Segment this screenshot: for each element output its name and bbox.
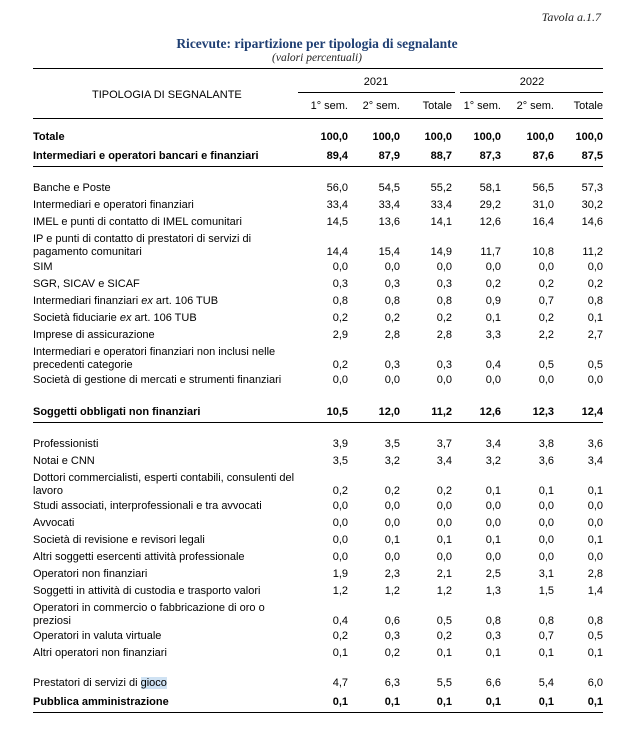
- spacer-row: [33, 423, 603, 437]
- value-cell: 0,0: [384, 500, 400, 512]
- row-label: [33, 293, 298, 310]
- value-cell: 2,5: [485, 568, 501, 580]
- value-cell: 0,1: [332, 647, 348, 659]
- value-cell: 0,3: [436, 278, 452, 290]
- value-cell: 1,5: [538, 585, 554, 597]
- value-cell: 0,0: [436, 517, 452, 529]
- value-cell: 11,7: [480, 246, 501, 258]
- value-cell: 55,2: [430, 182, 452, 194]
- table-number: Tavola a.1.7: [541, 10, 601, 24]
- row-label: Società di revisione e revisori legali: [33, 534, 205, 546]
- table-row: [33, 327, 603, 344]
- value-cell: 1,9: [332, 568, 348, 580]
- value-cell: 0,7: [538, 295, 554, 307]
- year-2021-rule: [298, 92, 455, 93]
- value-cell: 3,8: [538, 438, 554, 450]
- value-cell: 0,2: [538, 312, 554, 324]
- row-label: SGR, SICAV e SICAF: [33, 278, 140, 290]
- table-row: [33, 645, 603, 662]
- row-label: Altri soggetti esercenti attività professionale: [33, 551, 245, 563]
- value-cell: 87,5: [554, 146, 603, 167]
- value-cell: 89,4: [298, 146, 348, 167]
- value-cell: 0,3: [384, 359, 400, 371]
- value-cell: 3,4: [436, 455, 452, 467]
- value-cell: 14,6: [581, 216, 603, 228]
- row-label: [33, 310, 298, 327]
- value-cell: 6,0: [587, 677, 603, 689]
- value-cell: 10,5: [298, 402, 348, 423]
- value-cell: 0,1: [436, 647, 452, 659]
- value-cell: 57,3: [581, 182, 603, 194]
- value-cell: 13,6: [378, 216, 400, 228]
- value-cell: 0,0: [436, 261, 452, 273]
- row-label: Studi associati, interprofessionali e tra avvocati: [33, 500, 262, 512]
- spacer-row: [33, 662, 603, 675]
- value-cell: 100,0: [575, 130, 603, 143]
- table-row: [33, 566, 603, 583]
- value-cell: 2,7: [587, 329, 603, 341]
- value-cell: 0,1: [348, 692, 400, 713]
- spacer-row: [33, 389, 603, 402]
- value-cell: 12,3: [501, 402, 554, 423]
- label-part: art. 106 TUB: [131, 312, 197, 324]
- value-cell: 0,2: [485, 278, 501, 290]
- value-cell: 12,4: [554, 402, 603, 423]
- value-cell: 33,4: [378, 199, 400, 211]
- value-cell: 0,0: [384, 261, 400, 273]
- value-cell: 0,0: [332, 534, 348, 546]
- value-cell: 10,8: [532, 246, 554, 258]
- table-subtitle: (valori percentuali): [272, 52, 362, 64]
- value-cell: 0,1: [384, 534, 400, 546]
- value-cell: 0,0: [332, 517, 348, 529]
- value-cell: 0,4: [485, 359, 501, 371]
- value-cell: 0,1: [538, 647, 554, 659]
- value-cell: 0,5: [587, 359, 603, 371]
- row-header-label: TIPOLOGIA DI SEGNALANTE: [92, 89, 242, 101]
- value-cell: 2,3: [384, 568, 400, 580]
- row-label: Pubblica amministrazione: [33, 692, 298, 713]
- value-cell: 2,9: [332, 329, 348, 341]
- value-cell: 0,5: [587, 630, 603, 642]
- table-body: [33, 128, 603, 713]
- value-cell: 0,0: [485, 517, 501, 529]
- value-cell: 0,2: [332, 359, 348, 371]
- header-top-rule: [33, 68, 603, 69]
- value-cell: 0,1: [485, 534, 501, 546]
- value-cell: 0,2: [332, 312, 348, 324]
- table-row: [33, 498, 603, 515]
- value-cell: 87,3: [452, 146, 501, 167]
- value-cell: 0,8: [538, 615, 554, 627]
- section-row: [33, 692, 603, 713]
- value-cell: 0,1: [554, 692, 603, 713]
- value-cell: 2,2: [538, 329, 554, 341]
- value-cell: 0,0: [485, 551, 501, 563]
- table-row: [33, 532, 603, 549]
- value-cell: 16,4: [532, 216, 554, 228]
- row-label: Operatori non finanziari: [33, 568, 148, 580]
- value-cell: 0,2: [332, 630, 348, 642]
- value-cell: 33,4: [430, 199, 452, 211]
- row-label: IMEL e punti di contatto di IMEL comunitari: [33, 216, 242, 228]
- value-cell: 0,8: [436, 295, 452, 307]
- value-cell: 54,5: [378, 182, 400, 194]
- row-label: Altri operatori non finanziari: [33, 647, 167, 659]
- row-label: Intermediari e operatori finanziari non inclusi nelle precedenti categorie: [33, 346, 276, 371]
- value-cell: 0,2: [436, 312, 452, 324]
- label-part: gioco: [140, 677, 167, 689]
- value-cell: 15,4: [378, 246, 400, 258]
- value-cell: 0,0: [332, 261, 348, 273]
- value-cell: 12,6: [479, 216, 501, 228]
- row-label: SIM: [33, 261, 53, 273]
- value-cell: 0,3: [384, 278, 400, 290]
- value-cell: 56,5: [532, 182, 554, 194]
- label-part: Intermediari finanziari: [33, 295, 142, 307]
- label-part: Prestatori di servizi di: [33, 677, 141, 689]
- row-label: Banche e Poste: [33, 182, 111, 194]
- value-cell: 3,2: [384, 455, 400, 467]
- value-cell: 0,3: [485, 630, 501, 642]
- label-part: Società fiduciarie: [33, 312, 120, 324]
- table-row: [33, 600, 603, 628]
- value-cell: 1,2: [384, 585, 400, 597]
- value-cell: 0,0: [384, 517, 400, 529]
- table-title: Ricevute: ripartizione per tipologia di segnalante: [176, 36, 458, 51]
- table-row: [33, 197, 603, 214]
- value-cell: 3,5: [332, 455, 348, 467]
- value-cell: 87,9: [348, 146, 400, 167]
- row-label: Professionisti: [33, 438, 99, 450]
- value-cell: 3,3: [485, 329, 501, 341]
- value-cell: 0,8: [587, 615, 603, 627]
- spacer-row: [33, 167, 603, 181]
- value-cell: 30,2: [581, 199, 603, 211]
- value-cell: 2,8: [384, 329, 400, 341]
- value-cell: 100,0: [526, 130, 554, 143]
- value-cell: 0,1: [298, 692, 348, 713]
- row-label: Intermediari e operatori finanziari: [33, 199, 194, 211]
- data-table: [33, 128, 603, 713]
- value-cell: 0,1: [501, 692, 554, 713]
- value-cell: 0,0: [538, 261, 554, 273]
- table-row: [33, 259, 603, 276]
- value-cell: 6,6: [485, 677, 501, 689]
- col-header-2022-tot: Totale: [573, 100, 603, 112]
- table-bottom-rule: [33, 712, 603, 713]
- value-cell: 0,1: [587, 312, 603, 324]
- value-cell: 0,1: [587, 647, 603, 659]
- value-cell: 0,5: [436, 615, 452, 627]
- value-cell: 0,0: [384, 374, 400, 386]
- value-cell: 4,7: [332, 677, 348, 689]
- row-label: Dottori commercialisti, esperti contabili, consulenti del lavoro: [33, 472, 295, 497]
- col-header-2022-s2: 2° sem.: [516, 100, 554, 112]
- value-cell: 0,0: [538, 551, 554, 563]
- value-cell: 0,8: [332, 295, 348, 307]
- value-cell: 33,4: [326, 199, 348, 211]
- value-cell: 3,2: [485, 455, 501, 467]
- year-2022-rule: [460, 92, 603, 93]
- row-label: Avvocati: [33, 517, 75, 529]
- value-cell: 0,1: [485, 647, 501, 659]
- table-row: [33, 344, 603, 372]
- table-row: [33, 628, 603, 645]
- table-row: [33, 276, 603, 293]
- value-cell: 1,2: [436, 585, 452, 597]
- table-row: [33, 583, 603, 600]
- value-cell: 87,6: [501, 146, 554, 167]
- value-cell: 12,6: [452, 402, 501, 423]
- value-cell: 0,1: [538, 485, 554, 497]
- value-cell: 0,0: [538, 534, 554, 546]
- value-cell: 0,2: [332, 485, 348, 497]
- value-cell: 14,9: [430, 246, 452, 258]
- value-cell: 0,0: [587, 374, 603, 386]
- value-cell: 0,0: [587, 261, 603, 273]
- value-cell: 14,4: [326, 246, 348, 258]
- value-cell: 3,6: [538, 455, 554, 467]
- row-label: Intermediari e operatori bancari e finanziari: [33, 146, 298, 167]
- table-row: [33, 549, 603, 566]
- value-cell: 0,2: [384, 485, 400, 497]
- section-row: [33, 146, 603, 167]
- table-row: [33, 310, 603, 327]
- row-label: Imprese di assicurazione: [33, 329, 155, 341]
- label-part: art. 106 TUB: [152, 295, 219, 307]
- value-cell: 100,0: [424, 130, 452, 143]
- value-cell: 11,2: [400, 402, 452, 423]
- value-cell: 0,2: [587, 278, 603, 290]
- value-cell: 0,8: [384, 295, 400, 307]
- table-row: [33, 675, 603, 692]
- value-cell: 58,1: [479, 182, 501, 194]
- value-cell: 0,0: [485, 374, 501, 386]
- value-cell: 31,0: [532, 199, 554, 211]
- value-cell: 14,1: [430, 216, 452, 228]
- value-cell: 12,0: [348, 402, 400, 423]
- total-row: [33, 128, 603, 146]
- value-cell: 11,2: [582, 246, 603, 258]
- value-cell: 0,1: [485, 485, 501, 497]
- col-header-2021-s2: 2° sem.: [362, 100, 400, 112]
- value-cell: 0,0: [538, 517, 554, 529]
- value-cell: 56,0: [326, 182, 348, 194]
- value-cell: 0,0: [332, 500, 348, 512]
- value-cell: 0,8: [485, 615, 501, 627]
- value-cell: 100,0: [372, 130, 400, 143]
- value-cell: 1,3: [485, 585, 501, 597]
- table-row: [33, 231, 603, 259]
- value-cell: 0,8: [587, 295, 603, 307]
- value-cell: 3,4: [587, 455, 603, 467]
- value-cell: 3,1: [538, 568, 554, 580]
- table-row: [33, 436, 603, 453]
- table-row: [33, 180, 603, 197]
- value-cell: 0,2: [384, 312, 400, 324]
- value-cell: 5,4: [538, 677, 554, 689]
- row-label: [33, 675, 298, 692]
- value-cell: 5,5: [436, 677, 452, 689]
- label-part: ex: [119, 312, 132, 324]
- value-cell: 0,1: [485, 312, 501, 324]
- table-row: [33, 515, 603, 532]
- header-bottom-rule: [33, 118, 603, 119]
- value-cell: 3,6: [587, 438, 603, 450]
- value-cell: 0,0: [332, 374, 348, 386]
- value-cell: 0,0: [384, 551, 400, 563]
- col-header-2021-tot: Totale: [422, 100, 452, 112]
- table-row: [33, 293, 603, 310]
- value-cell: 6,3: [384, 677, 400, 689]
- value-cell: 0,0: [485, 500, 501, 512]
- value-cell: 3,4: [485, 438, 501, 450]
- value-cell: 0,7: [538, 630, 554, 642]
- value-cell: 0,0: [436, 500, 452, 512]
- value-cell: 0,1: [452, 692, 501, 713]
- year-2022: 2022: [519, 76, 545, 88]
- row-label: IP e punti di contatto di prestatori di servizi di pagamento comunitari: [33, 233, 252, 258]
- value-cell: 3,7: [436, 438, 452, 450]
- value-cell: 3,9: [332, 438, 348, 450]
- col-header-2021-s1: 1° sem.: [310, 100, 348, 112]
- year-2021: 2021: [363, 76, 389, 88]
- value-cell: 0,0: [538, 500, 554, 512]
- value-cell: 2,8: [436, 329, 452, 341]
- label-part: ex: [141, 295, 153, 307]
- row-label: Soggetti obbligati non finanziari: [33, 402, 298, 423]
- value-cell: 3,5: [384, 438, 400, 450]
- value-cell: 0,0: [587, 551, 603, 563]
- row-label: Società di gestione di mercati e strumenti finanziari: [33, 374, 282, 386]
- value-cell: 0,6: [384, 615, 400, 627]
- value-cell: 0,0: [436, 551, 452, 563]
- value-cell: 0,5: [538, 359, 554, 371]
- value-cell: 0,3: [436, 359, 452, 371]
- row-label: Soggetti in attività di custodia e trasporto valori: [33, 585, 261, 597]
- value-cell: 0,0: [436, 374, 452, 386]
- value-cell: 1,2: [332, 585, 348, 597]
- value-cell: 0,2: [436, 485, 452, 497]
- value-cell: 0,2: [436, 630, 452, 642]
- value-cell: 0,3: [384, 630, 400, 642]
- value-cell: 2,8: [587, 568, 603, 580]
- value-cell: 1,4: [587, 585, 603, 597]
- value-cell: 88,7: [400, 146, 452, 167]
- value-cell: 0,1: [436, 534, 452, 546]
- row-label: Notai e CNN: [33, 455, 95, 467]
- value-cell: 0,4: [332, 615, 348, 627]
- value-cell: 0,3: [332, 278, 348, 290]
- value-cell: 0,0: [332, 551, 348, 563]
- row-label: Operatori in valuta virtuale: [33, 630, 162, 642]
- row-label: Totale: [33, 130, 65, 143]
- value-cell: 2,1: [436, 568, 452, 580]
- table-row: [33, 470, 603, 498]
- value-cell: 100,0: [320, 130, 348, 143]
- table-row: [33, 372, 603, 389]
- value-cell: 0,0: [538, 374, 554, 386]
- value-cell: 0,2: [538, 278, 554, 290]
- table-row: [33, 453, 603, 470]
- value-cell: 100,0: [473, 130, 501, 143]
- value-cell: 29,2: [479, 199, 501, 211]
- value-cell: 0,0: [587, 500, 603, 512]
- value-cell: 0,1: [587, 485, 603, 497]
- value-cell: 0,9: [485, 295, 501, 307]
- table-row: [33, 214, 603, 231]
- row-label: Operatori in commercio o fabbricazione di oro o preziosi: [33, 602, 265, 627]
- value-cell: 0,1: [587, 534, 603, 546]
- value-cell: 0,0: [587, 517, 603, 529]
- value-cell: 0,0: [485, 261, 501, 273]
- value-cell: 0,1: [400, 692, 452, 713]
- col-header-2022-s1: 1° sem.: [463, 100, 501, 112]
- value-cell: 14,5: [326, 216, 348, 228]
- value-cell: 0,2: [384, 647, 400, 659]
- section-row: [33, 402, 603, 423]
